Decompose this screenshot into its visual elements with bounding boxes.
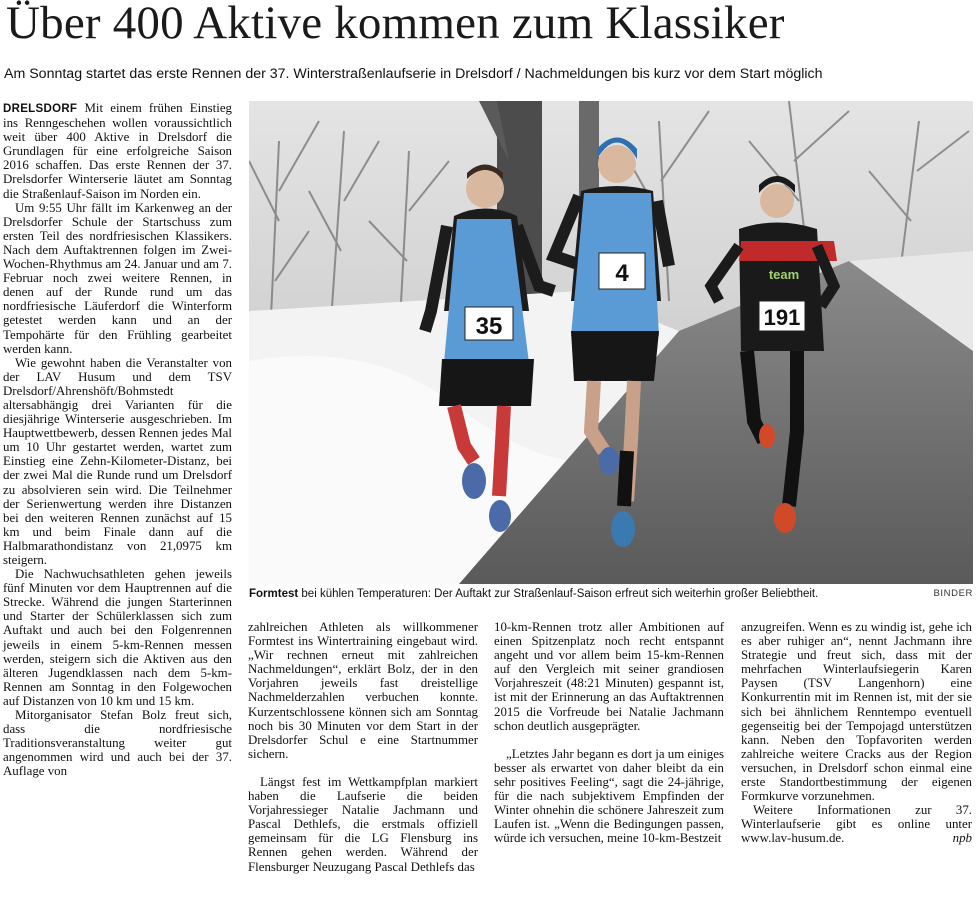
paragraph: Die Nachwuchsathleten gehen jeweils fünf Minuten vor dem Hauptrennen auf die Strecke. Während die jungen Starterinnen und Starter der Schülerklassen sich zum Auftakt und auch bei den Folgenrennen jeweils in einem 5-km-Rennen messen werden, steigern sich die Aktiven aus den älteren Jugendklassen nach dem 5-km-Rennen am Sonntag in den Folgewochen auf Distanzen von 10 km und 15 km. — [3, 567, 232, 708]
photo-runners — [249, 101, 973, 584]
author-signature: npb — [952, 831, 972, 846]
photo-caption — [249, 587, 973, 603]
paragraph: 10-km-Rennen trotz aller Ambitionen auf einen Spitzenplatz noch recht entspannt angeht und vor allem beim 15-km-Rennen auf den Vergleich mit seiner grandiosen Vorjahreszeit (48:21 Minuten) gespannt ist, ist mit der Erinnerung an das Auftaktrennen 2015 die Vorfreude bei Natalie Jachmann schon deutlich ausgeprägter. — [494, 620, 724, 733]
paragraph: Längst fest im Wettkampfplan markiert haben die Laufserie die beiden Vorjahressieger Natalie Jachmann und Pascal Dethlefs, die erstmals offiziell gemeinsam für die LG Flensburg ins Rennen gehen werden. Während der Flensburger Neuzugang Pascal Dethlefs das — [248, 774, 478, 874]
paragraph: Mitorganisator Stefan Bolz freut sich, dass die nordfriesische Traditionsveranstaltung weiter gut angenommen wird und auch bei der 37. Auflage von — [3, 708, 232, 779]
caption-lead: Formtest — [249, 588, 299, 600]
headline: Über 400 Aktive kommen zum Klassiker — [6, 0, 785, 49]
photo-credit: BINDER — [933, 588, 973, 599]
bib-35: 35 — [475, 313, 503, 340]
article-column-3 — [494, 620, 724, 845]
article-column-1 — [3, 101, 232, 779]
article-column-2 — [248, 620, 478, 874]
bib-4: 4 — [615, 260, 629, 287]
photo-svg — [249, 101, 973, 584]
paragraph: Wie gewohnt haben die Veranstalter von der LAV Husum und dem TSV Drelsdorf/Ahrenshöft/Bohmstedt altersabhängig drei Varianten für die diesjährige Winterserie ausgeschrieben. Im Hauptwettbewerb, dessen Rennen jedes Mal um 10 Uhr gestartet werden, wartet zum Einstieg eine Zehn-Kilometer-Distanz, bei der zwei Mal die Runde rund um Drelsdorf zu absolvieren sein wird. Die Teilnehmer der Serienwertung werden ihre Distanzen bei den weiteren Rennen zunächst auf 15 km und beim Finale dann auf die Halbmarathondistanz von 21,0975 km steigern. — [3, 355, 232, 567]
paragraph: „Letztes Jahr begann es dort ja um einiges besser als erwartet von daher bleibt da ein sehr positives Feeling“, sagt die 24-jährige, für die nach subjektivem Empfinden der Winter ohnehin die schönere Jahreszeit zum Laufen ist. „Wenn die Bedingungen passen, würde ich versuchen, meine 10-km-Bestzeit — [494, 746, 724, 846]
paragraph: DRELSDORF Mit einem frühen Einstieg ins Renngeschehen wollen voraussichtlich weit über 400 Aktive in Drelsdorf die Grundlagen für eine erfolgreiche Saison 2016 schaffen. Das erste Rennen der 37. Drelsdorfer Winterserie läutet am Sonntag die Straßenlauf-Saison im Norden ein. — [3, 101, 232, 201]
subheadline: Am Sonntag startet das erste Rennen der 37. Winterstraßenlaufserie in Drelsdorf / Nachmeldungen bis kurz vor dem Start möglich — [4, 66, 823, 82]
caption-text: bei kühlen Temperaturen: Der Auftakt zur Straßenlauf-Saison erfreut sich weiterhin großer Beliebtheit. — [301, 588, 819, 600]
article-column-4 — [741, 620, 972, 846]
dateline: DRELSDORF — [3, 103, 78, 115]
paragraph: anzugreifen. Wenn es zu windig ist, gehe ich es aber ruhiger an“, nennt Jachmann ihre Strategie und freut sich, dass mit der mehrfachen Winterlaufsiegerin Karen Paysen (TSV Langenhorn) eine Konkurrentin mit im Rennen ist, mit der sie sich bei ähnlichem Renntempo eventuell gegenseitig bei der Tempojagd unterstützen kann. Neben den Topfavoriten werden zahlreiche weitere Cracks aus der Region versuchen, in Drelsdorf schon einmal eine erste Standortbestimmung der eigenen Formkurve vorzunehmen. — [741, 620, 972, 804]
jersey-text: team — [768, 267, 800, 282]
paragraph: Um 9:55 Uhr fällt im Karkenweg an der Drelsdorfer Schule der Startschuss zum ersten Teil des nordfriesischen Klassikers. Nach dem Auftaktrennen folgen im Zwei-Wochen-Rhythmus am 24. Januar und am 7. Februar noch zwei weitere Rennen, in denen auf der Runde rund um das nordfriesische Läuferdorf die Winterform getestet werden kann und an der Tempohärte für den Frühling gearbeitet werden kann. — [3, 200, 232, 356]
paragraph: zahlreichen Athleten als willkommener Formtest ins Wintertraining eingebaut wird. „Wir rechnen erneut mit zahlreichen Nachmeldungen“, erklärt Bolz, der in den Vorjahren jeweils fast dreistellige Nachmelderzahlen verbuchen konnte. Kurzentschlossene können sich am Sonntag noch bis 30 Minuten vor dem Start in der Drelsdorfer Schul e eine Startnummer sichern. — [248, 620, 478, 761]
bib-191: 191 — [763, 305, 801, 330]
paragraph: Weitere Informationen zur 37. Winterlaufserie gibt es online unter www.lav-husum.de. npb — [741, 803, 972, 846]
